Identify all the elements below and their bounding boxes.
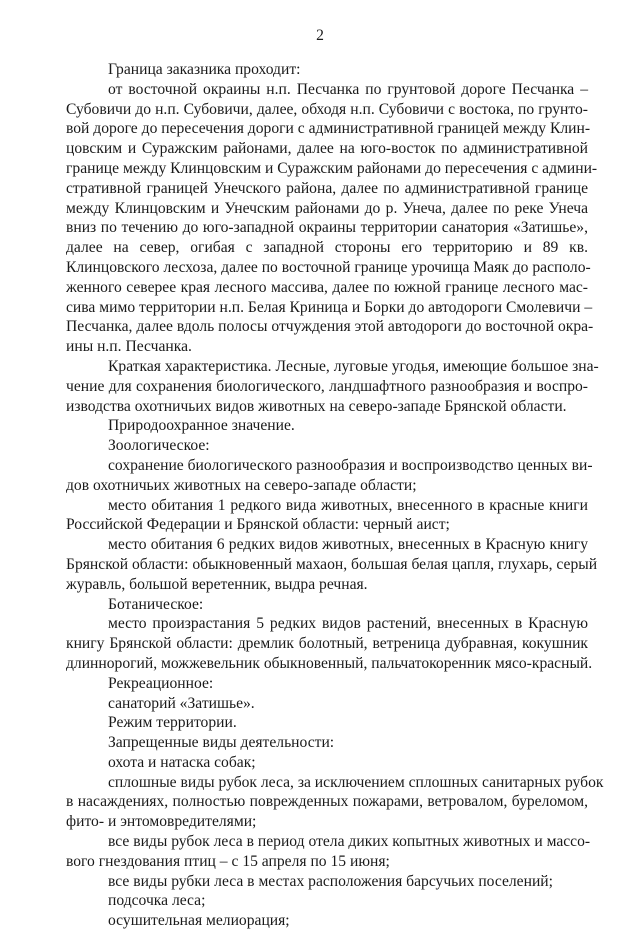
- text-line: вого гнездования птиц – с 15 апреля по 15 июня;: [66, 852, 390, 870]
- text-line: книгу Брянской области: дремлик болотный, ветреница дубравная, кокушник: [66, 635, 588, 653]
- text-line: дов охотничьих животных на северо-западе области;: [66, 476, 417, 494]
- text-line: санаторий «Затишье».: [108, 694, 255, 712]
- text-line: границе между Клинцовским и Суражским районами до пересечения с админи-: [66, 159, 598, 177]
- text-line: место обитания 6 редких видов животных, внесенных в Красную книгу: [108, 536, 588, 554]
- document-body: [66, 60, 604, 931]
- text-line: Субовичи до н.п. Субовичи, далее, обходя н.п. Субовичи с востока, по грунто-: [66, 100, 588, 118]
- text-line: стративной границей Унечского района, далее по административной границе: [66, 179, 588, 197]
- text-line: все виды рубки леса в местах расположения барсучьих поселений;: [108, 872, 553, 890]
- text-line: сива мимо территории н.п. Белая Криница и Борки до автодороги Смолевичи –: [66, 298, 593, 316]
- text-line: Российской Федерации и Брянской области: черный аист;: [66, 516, 450, 534]
- text-line: цовским и Суражским районами, далее на юго-восток по административной: [66, 140, 588, 158]
- text-line: подсочка леса;: [108, 892, 206, 910]
- text-line: ины н.п. Песчанка.: [66, 338, 192, 356]
- text-line: изводства охотничьих видов животных на северо-западе Брянской области.: [66, 397, 567, 415]
- text-line: сохранение биологического разнообразия и воспроизводство ценных ви-: [108, 456, 593, 474]
- text-line: далее на север, огибая с западной стороны его территорию и 89 кв.: [66, 239, 588, 257]
- text-line: Режим территории.: [108, 714, 237, 732]
- text-line: место обитания 1 редкого вида животных, внесенного в красные книги: [108, 496, 588, 514]
- text-line: женного северее края лесного массива, далее по южной границе лесного мас-: [66, 278, 588, 296]
- text-line: Клинцовского лесхоза, далее по восточной границе урочища Маяк до располо-: [66, 258, 591, 276]
- text-line: Зоологическое:: [108, 437, 210, 455]
- text-line: Граница заказника проходит:: [108, 61, 301, 78]
- text-line: Рекреационное:: [108, 674, 214, 692]
- text-line: сплошные виды рубок леса, за исключением сплошных санитарных рубок: [108, 773, 604, 791]
- text-line: место произрастания 5 редких видов растений, внесенных в Красную: [108, 615, 588, 633]
- page-number: 2: [316, 27, 324, 44]
- text-line: между Клинцовским и Унечским районами до р. Унеча, далее по реке Унеча: [66, 199, 588, 217]
- text-line: фито- и энтомовредителями;: [66, 813, 257, 831]
- text-line: в насаждениях, полностью поврежденных пожарами, ветровалом, буреломом,: [66, 793, 588, 811]
- text-line: осушительная мелиорация;: [108, 912, 290, 930]
- text-line: вой дороге до пересечения дороги с административной границей между Клин-: [66, 120, 591, 138]
- text-line: Песчанка, далее вдоль полосы отчуждения этой автодороги до восточной окра-: [66, 318, 594, 336]
- text-line: Природоохранное значение.: [108, 417, 295, 435]
- text-line: длиннорогий, можжевельник обыкновенный, пальчатокоренник мясо-красный.: [66, 654, 593, 672]
- text-line: Ботаническое:: [108, 595, 204, 613]
- text-line: от восточной окраины н.п. Песчанка по грунтовой дороге Песчанка –: [108, 80, 588, 98]
- text-line: Запрещенные виды деятельности:: [108, 734, 335, 752]
- text-line: журавль, большой веретенник, выдра речная.: [66, 575, 368, 593]
- text-line: охота и натаска собак;: [108, 753, 256, 771]
- text-line: Брянской области: обыкновенный махаон, большая белая цапля, глухарь, серый: [66, 555, 598, 573]
- text-line: вниз по течению до юго-западной окраины территории санатория «Затишье»,: [66, 219, 588, 237]
- text-line: чение для сохранения биологического, ландшафтного разнообразия и воспро-: [66, 377, 588, 395]
- text-line: все виды рубок леса в период отела диких копытных животных и массо-: [108, 833, 591, 851]
- text-line: Краткая характеристика. Лесные, луговые угодья, имеющие большое зна-: [108, 357, 599, 375]
